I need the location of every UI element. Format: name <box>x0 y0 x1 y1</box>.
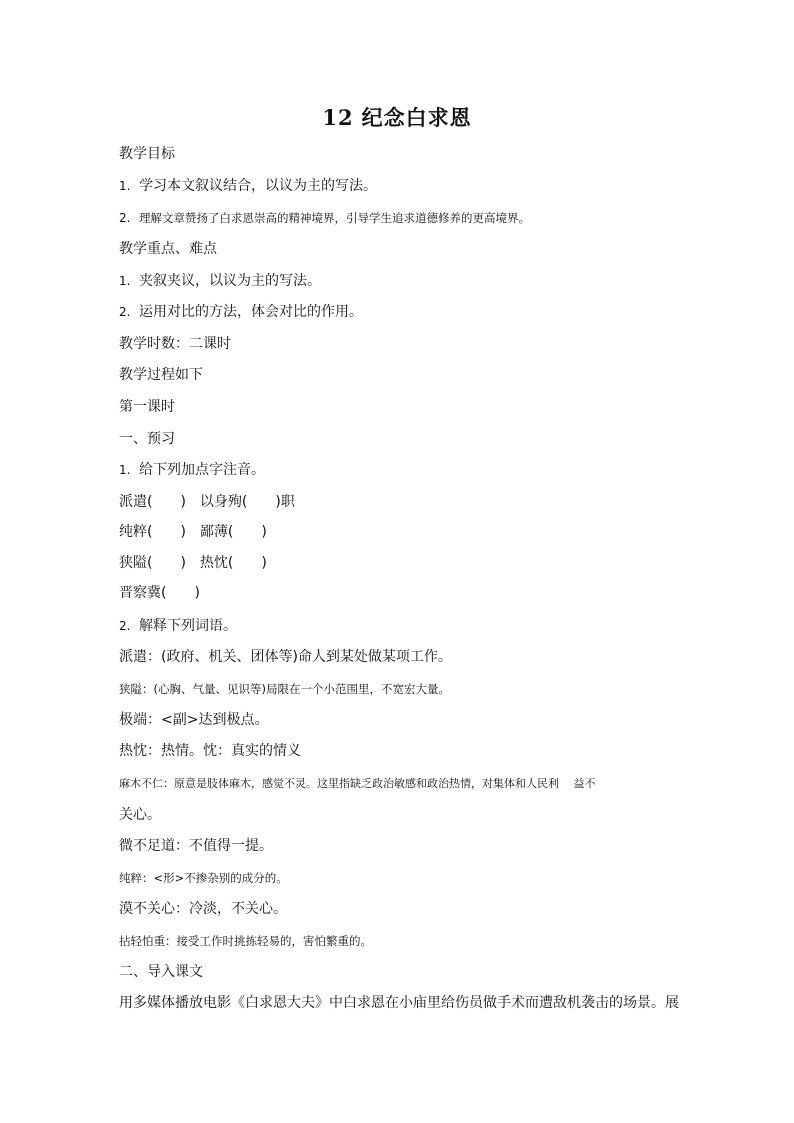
definition-mobuguanxin: 漠不关心：冷淡，不关心。 <box>119 901 287 917</box>
goal-item-1 <box>119 177 377 195</box>
key-1-number: 1. <box>119 274 131 288</box>
lesson-number: 12 <box>322 105 354 130</box>
goals-heading: 教学目标 <box>119 146 175 162</box>
task-1-text: 给下列加点字注音。 <box>139 462 265 478</box>
teaching-hours: 教学时数：二课时 <box>119 336 231 352</box>
preview-heading: 一、预习 <box>119 431 175 447</box>
definition-weibuzudao: 微不足道：不值得一提。 <box>119 838 273 854</box>
key-1-text: 夹叙夹议，以议为主的写法。 <box>139 273 321 289</box>
lesson-title: 纪念白求恩 <box>361 105 472 130</box>
definition-mamu-line-1: 麻木不仁：原意是肢体麻木，感觉不灵。这里指缺乏政治敏感和政治热情，对集体和人民利 益不 <box>119 777 596 790</box>
phonetic-row-1: 派遣( ) 以身殉( )职 <box>119 494 295 510</box>
task-item-2 <box>119 617 237 635</box>
phonetic-row-4: 晋察冀( ) <box>119 585 200 601</box>
definition-rechen: 热忱：热情。忱：真实的情义 <box>119 743 301 759</box>
goal-1-number: 1. <box>119 179 131 193</box>
intro-heading: 二、导入课文 <box>119 964 203 980</box>
goal-2-number: 2. <box>119 211 131 225</box>
teaching-process-heading: 教学过程如下 <box>119 367 203 383</box>
goal-1-text: 学习本文叙议结合，以议为主的写法。 <box>139 178 377 194</box>
definition-mamu-line-2: 关心。 <box>119 807 161 823</box>
phonetic-row-3: 狭隘( ) 热忱( ) <box>119 555 267 571</box>
key-item-2 <box>119 303 363 321</box>
key-2-number: 2. <box>119 305 131 319</box>
goal-2-text: 理解文章赞扬了白求恩崇高的精神境界，引导学生追求道德修养的更高境界。 <box>139 211 530 225</box>
definition-tiaoqing: 拈轻怕重：接受工作时挑拣轻易的，害怕繁重的。 <box>119 934 372 948</box>
page-title <box>0 102 794 132</box>
definition-chuncui: 纯粹：<形>不掺杂别的成分的。 <box>119 871 288 885</box>
definition-paiqian: 派遣：(政府、机关、团体等)命人到某处做某项工作。 <box>119 649 452 665</box>
intro-paragraph: 用多媒体播放电影《白求恩大夫》中白求恩在小庙里给伤员做手术而遭敌机袭击的场景。展 <box>119 995 679 1011</box>
definition-jiduan: 极端：<副>达到极点。 <box>119 712 269 728</box>
key-item-1 <box>119 272 321 290</box>
task-item-1 <box>119 461 265 479</box>
definition-xiaai: 狭隘：(心胸、气量、见识等)局限在一个小范围里，不宽宏大量。 <box>119 682 450 696</box>
goal-item-2 <box>119 209 530 227</box>
lesson-1-heading: 第一课时 <box>119 399 175 415</box>
key-2-text: 运用对比的方法，体会对比的作用。 <box>139 304 363 320</box>
phonetic-row-2: 纯粹( ) 鄙薄( ) <box>119 524 267 540</box>
task-2-text: 解释下列词语。 <box>139 618 237 634</box>
key-points-heading: 教学重点、难点 <box>119 241 217 257</box>
task-1-number: 1. <box>119 463 131 477</box>
task-2-number: 2. <box>119 619 131 633</box>
